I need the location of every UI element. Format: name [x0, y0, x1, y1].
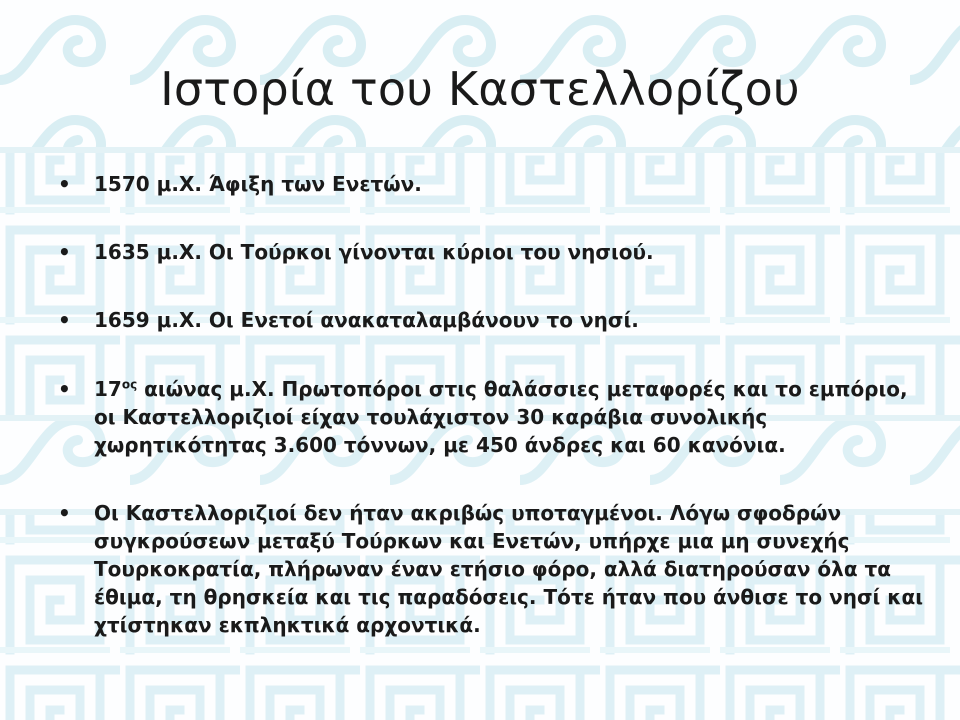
bullet-item-1659	[58, 306, 928, 334]
bullet-dot: •	[58, 172, 71, 196]
bullet-item-1635	[58, 238, 928, 266]
bullet-dot: •	[58, 240, 71, 264]
bullet-text: αιώνας μ.Χ. Πρωτοπόροι στις θαλάσσιες μεταφορές και το εμπόριο, οι Καστελλοριζιοί είχαν τουλάχιστον 30 καράβια συνολικής χωρητικότητας 3.600 τόννων, με 450 άνδρες και 60 κανόνια.	[94, 377, 908, 457]
ordinal-superscript: ος	[121, 377, 138, 392]
bullet-item-venetian-rule	[58, 499, 928, 639]
bullet-dot: •	[58, 377, 71, 401]
slide-title: Ιστορία του Καστελλορίζου	[160, 62, 800, 116]
bullet-item-1570	[58, 170, 928, 198]
bullet-list	[58, 170, 928, 639]
bullet-item-17th-century	[58, 375, 928, 459]
bullet-text: Οι Καστελλοριζιοί δεν ήταν ακριβώς υποταγμένοι. Λόγω σφοδρών συγκρούσεων μεταξύ Τούρκων και Ενετών, υπήρχε μια μη συνεχής Τουρκοκρατία, πλήρωναν έναν ετήσιο φόρο, αλλά διατηρούσαν όλα τα έθιμα, τη θρησκεία και τις παραδόσεις. Τότε ήταν που άνθισε το νησί και χτίστηκαν εκπληκτικά αρχοντικά.	[94, 501, 924, 637]
bullet-dot: •	[58, 308, 71, 332]
century-number: 17	[94, 377, 122, 401]
bullet-text: 1570 μ.Χ. Άφιξη των Ενετών.	[94, 172, 422, 196]
bullet-text: 1635 μ.Χ. Οι Τούρκοι γίνονται κύριοι του νησιού.	[94, 240, 654, 264]
bullet-text: 1659 μ.Χ. Οι Ενετοί ανακαταλαμβάνουν το νησί.	[94, 308, 639, 332]
bullet-dot: •	[58, 501, 71, 525]
